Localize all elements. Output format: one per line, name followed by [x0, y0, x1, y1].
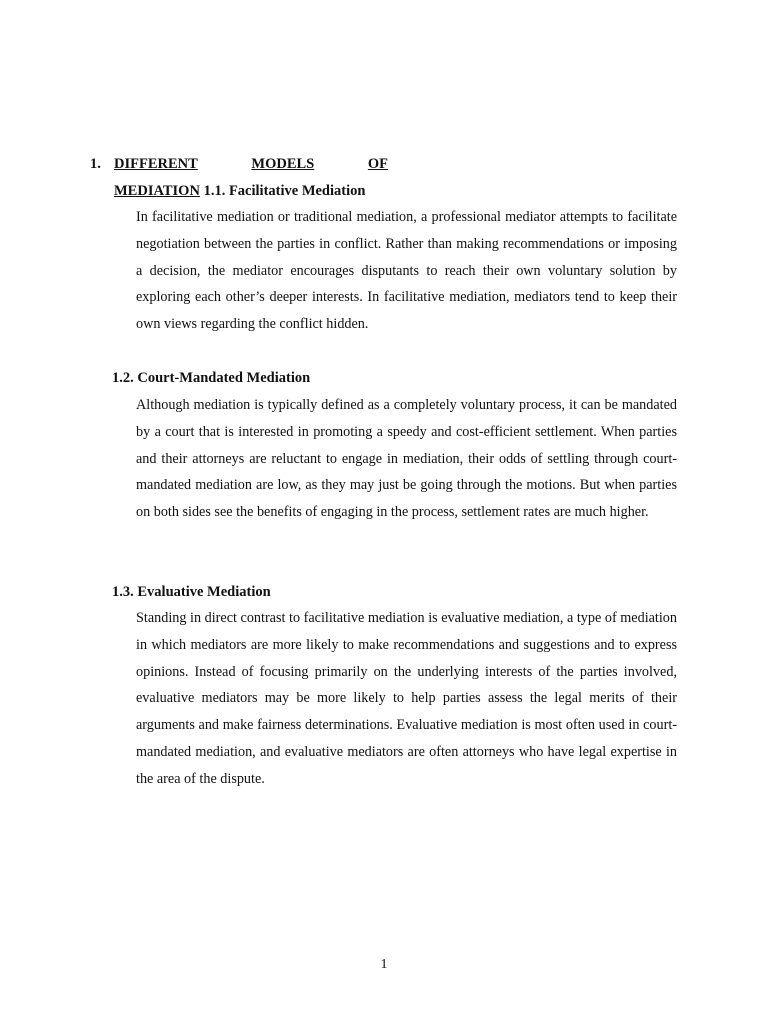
heading-word: MODELS	[251, 156, 315, 172]
paragraph-facilitative: In facilitative mediation or traditional mediation, a professional mediator attempts to facilitate negotiation between the parties in conflict. Rather than making recommendations or imposing a decision, the mediator encourages disputants to reach their own voluntary solution by exploring each other’s deeper interests. In facilitative mediation, mediators tend to keep their own views regarding the conflict hidden.	[136, 209, 677, 333]
heading-word: OF	[367, 156, 388, 172]
paragraph-court-mandated: Although mediation is typically defined as a completely voluntary process, it can be mandated by a court that is interested in promoting a speedy and cost-efficient settlement. When parties and their attorneys are reluctant to engage in mediation, their odds of settling through court-mandated mediation are low, as they may just be going through the motions. But when parties on both sides see the benefits of engaging in the process, settlement rates are much higher.	[136, 397, 677, 521]
page-number: 1	[380, 957, 388, 972]
heading-words	[114, 154, 388, 174]
section-heading-continued	[114, 181, 365, 201]
heading-word: MEDIATION	[114, 183, 200, 199]
heading-number: 1.	[90, 156, 101, 172]
subsection-title-1-1: 1.1. Facilitative Mediation	[199, 183, 366, 199]
subsection-title-1-2: 1.2. Court-Mandated Mediation	[112, 370, 311, 386]
subsection-title-1-3: 1.3. Evaluative Mediation	[112, 584, 271, 600]
paragraph-evaluative: Standing in direct contrast to facilitative mediation is evaluative mediation, a type of mediation in which mediators are more likely to make recommendations and suggestions and to express opinions. Instead of focusing primarily on the underlying interests of the parties involved, evaluative mediators may be more likely to help parties assess the legal merits of their arguments and make fairness determinations. Evaluative mediation is most often used in court-mandated mediation, and evaluative mediators are often attorneys who have legal expertise in the area of the dispute.	[136, 610, 677, 787]
heading-word: DIFFERENT	[114, 156, 198, 172]
